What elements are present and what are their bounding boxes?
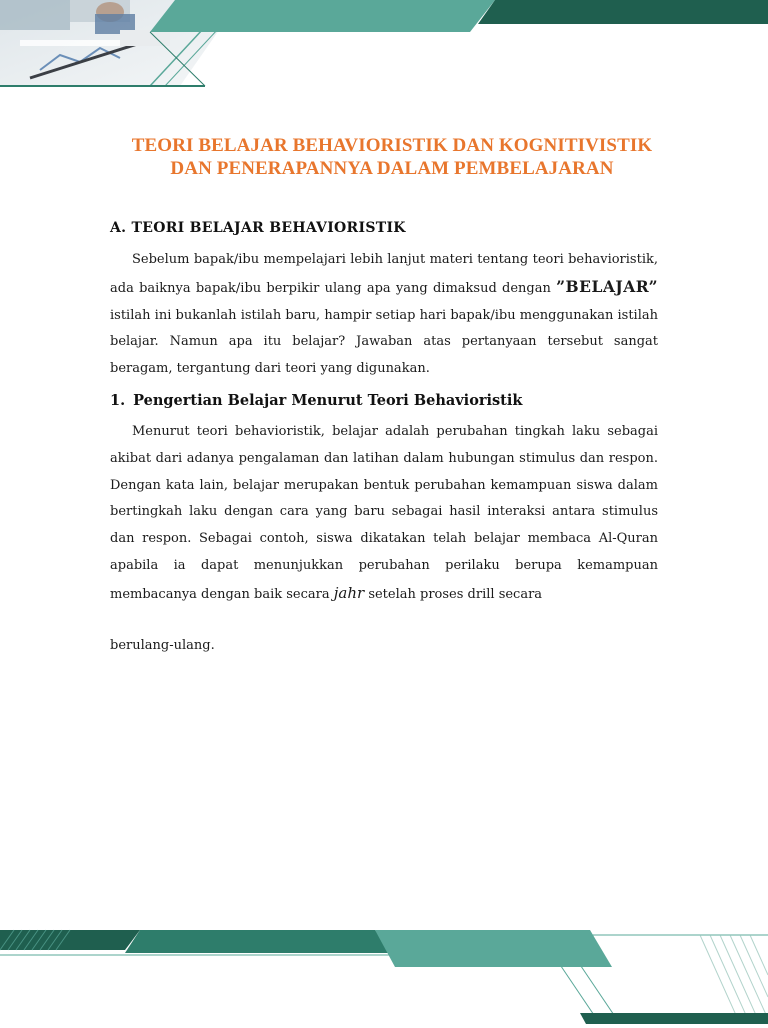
subsection-1-paragraph (110, 419, 658, 609)
keyword-belajar: ”BELAJAR” (556, 276, 658, 296)
footer-decoration (0, 915, 768, 1024)
document-title (84, 134, 700, 180)
subsection-1-text-before: Menurut teori behavioristik, belajar adalah perubahan tingkah laku sebagai akibat dari adanya pengalaman dan latihan dalam hubungan stimulus dan respon. Dengan kata lain, belajar merupakan bentuk perubahan kemampuan siswa dalam bertingkah laku dengan cara yang baru sebagai hasil interaksi antara stimulus dan respon. Sebagai contoh, siswa dikatakan telah belajar membaca Al-Quran apabila ia dapat menunjukkan perubahan perilaku berupa kemampuan membacanya dengan baik secara (110, 424, 658, 602)
italic-term-jahr: jahr (333, 583, 365, 602)
header-decoration (0, 0, 768, 110)
subsection-1-title: Pengertian Belajar Menurut Teori Behavioristik (133, 392, 523, 409)
subsection-1-tail: berulang-ulang. (110, 638, 215, 653)
section-a-heading: A. TEORI BELAJAR BEHAVIORISTIK (110, 220, 406, 236)
subsection-1-number: 1. (110, 392, 126, 409)
section-a-text-after: istilah ini bukanlah istilah baru, hampir setiap hari bapak/ibu menggunakan istilah belajar. Namun apa itu belajar? Jawaban atas pertanyaan tersebut sangat beragam, tergantung dari teori yang digunakan. (110, 307, 658, 377)
document-title-line-2: DAN PENERAPANNYA DALAM PEMBELAJARAN (170, 158, 614, 179)
document-title-line-1: TEORI BELAJAR BEHAVIORISTIK DAN KOGNITIVISTIK (131, 135, 653, 156)
section-a-paragraph (110, 247, 658, 383)
subsection-1-heading (110, 392, 522, 409)
subsection-1-text-after: setelah proses drill secara (364, 586, 543, 602)
section-a-text-before: Sebelum bapak/ibu mempelajari lebih lanjut materi tentang teori behavioristik, ada baiknya bapak/ibu berpikir ulang apa yang dimaksud dengan (110, 252, 658, 296)
